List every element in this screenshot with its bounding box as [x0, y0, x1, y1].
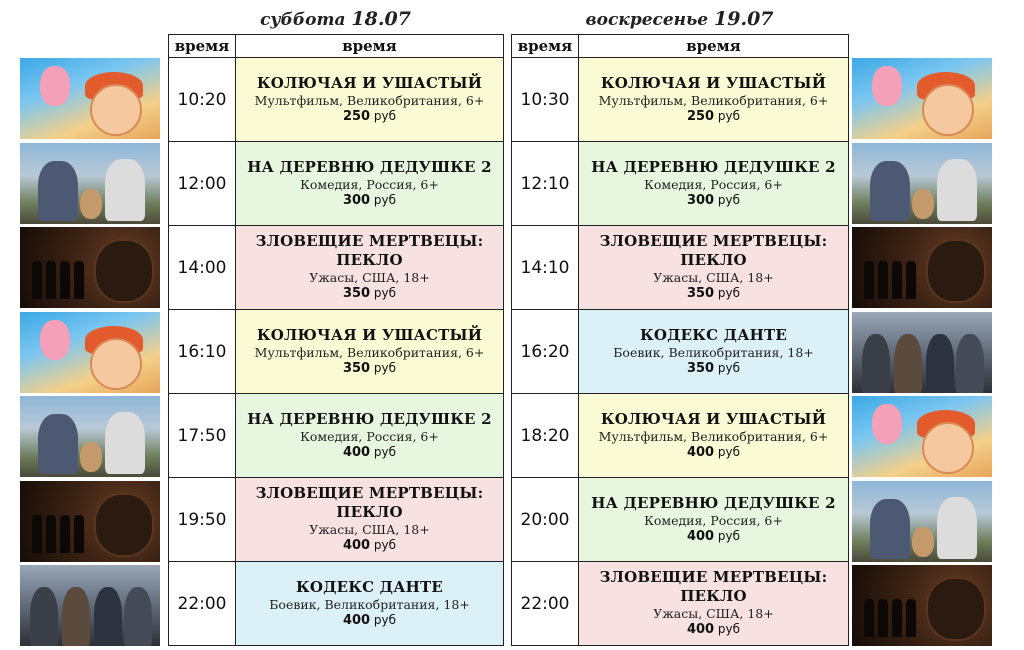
film-cell [236, 142, 504, 226]
poster-figure [892, 261, 902, 299]
film-price [579, 622, 848, 639]
poster-zlov [852, 227, 992, 308]
film-title: КОЛЮЧАЯ И УШАСТЫЙ [600, 73, 827, 92]
film-cell [579, 478, 849, 562]
day-date: 18.07 [351, 8, 411, 30]
session-time: 16:20 [512, 310, 579, 394]
film-title-line2: ПЕКЛО [680, 251, 747, 270]
poster-figure [878, 599, 888, 637]
session-time: 12:00 [169, 142, 236, 226]
price-currency: руб [717, 286, 741, 301]
header-film: время [579, 35, 849, 58]
header-time: время [169, 35, 236, 58]
film-info: Комедия, Россия, 6+ [300, 428, 439, 444]
film-title: НА ДЕРЕВНЮ ДЕДУШКЕ 2 [591, 157, 836, 176]
price-currency: руб [717, 528, 741, 543]
poster-column-right [852, 58, 992, 650]
session-time: 20:00 [512, 478, 579, 562]
film-title: НА ДЕРЕВНЮ ДЕДУШКЕ 2 [591, 493, 836, 512]
price-currency: руб [717, 192, 741, 207]
price-value: 350 [342, 360, 371, 376]
price-currency: руб [373, 286, 397, 301]
film-price [236, 613, 503, 630]
day-date: 19.07 [714, 8, 774, 30]
table-row [169, 310, 504, 394]
session-time: 14:00 [169, 226, 236, 310]
poster-figure [912, 189, 934, 219]
poster-figure [94, 493, 154, 557]
price-value: 350 [686, 286, 715, 302]
table-row [169, 58, 504, 142]
price-currency: руб [717, 108, 741, 123]
table-row [512, 142, 849, 226]
price-currency: руб [717, 360, 741, 375]
session-time: 10:30 [512, 58, 579, 142]
poster-figure [872, 66, 902, 106]
film-title: КОЛЮЧАЯ И УШАСТЫЙ [600, 409, 827, 428]
poster-koluchaya [20, 58, 160, 139]
poster-koluchaya [852, 396, 992, 477]
price-value: 350 [342, 286, 371, 302]
poster-figure [32, 515, 42, 553]
poster-derevnya [852, 143, 992, 224]
price-currency: руб [717, 622, 741, 637]
price-currency: руб [373, 612, 397, 627]
price-value: 400 [686, 622, 715, 638]
film-title: НА ДЕРЕВНЮ ДЕДУШКЕ 2 [247, 409, 492, 428]
poster-figure [80, 442, 102, 472]
film-title: КОЛЮЧАЯ И УШАСТЫЙ [256, 325, 483, 344]
poster-figure [906, 261, 916, 299]
price-currency: руб [373, 538, 397, 553]
poster-derevnya [852, 481, 992, 562]
poster-column-left [20, 58, 160, 650]
poster-figure [74, 515, 84, 553]
poster-figure [46, 261, 56, 299]
price-value: 400 [686, 444, 715, 460]
poster-figure [40, 66, 70, 106]
film-info: Комедия, Россия, 6+ [644, 176, 783, 192]
session-time: 12:10 [512, 142, 579, 226]
price-value: 400 [686, 528, 715, 544]
film-title: КОДЕКС ДАНТЕ [639, 325, 787, 344]
poster-figure [105, 159, 145, 221]
table-row [512, 226, 849, 310]
poster-figure [870, 499, 910, 559]
session-time: 18:20 [512, 394, 579, 478]
poster-figure [38, 161, 78, 221]
poster-figure [922, 84, 974, 136]
poster-figure [60, 515, 70, 553]
poster-zlov [20, 227, 160, 308]
film-price [236, 109, 503, 126]
header-film: время [236, 35, 504, 58]
film-title: ЗЛОВЕЩИЕ МЕРТВЕЦЫ: [599, 568, 828, 586]
film-price [579, 109, 848, 126]
poster-figure [32, 261, 42, 299]
film-info: Ужасы, США, 18+ [309, 522, 430, 538]
poster-figure [30, 587, 58, 646]
poster-dante [852, 312, 992, 393]
film-price [579, 193, 848, 210]
day-title-saturday [168, 6, 503, 32]
poster-koluchaya [852, 58, 992, 139]
price-value: 300 [342, 192, 371, 208]
poster-figure [90, 338, 142, 390]
poster-figure [870, 161, 910, 221]
poster-figure [62, 587, 90, 646]
table-row [169, 226, 504, 310]
session-time: 19:50 [169, 478, 236, 562]
film-title: ЗЛОВЕЩИЕ МЕРТВЕЦЫ: [599, 232, 828, 250]
poster-koluchaya [20, 312, 160, 393]
film-price [236, 445, 503, 462]
poster-figure [124, 587, 152, 646]
film-info: Комедия, Россия, 6+ [644, 512, 783, 528]
poster-figure [926, 334, 954, 393]
poster-derevnya [20, 396, 160, 477]
day-label: воскресенье [585, 10, 709, 30]
table-row [169, 394, 504, 478]
price-value: 250 [342, 108, 371, 124]
film-info: Ужасы, США, 18+ [309, 270, 430, 286]
poster-figure [878, 261, 888, 299]
poster-figure [912, 527, 934, 557]
poster-figure [80, 189, 102, 219]
price-value: 400 [342, 612, 371, 628]
session-time: 10:20 [169, 58, 236, 142]
film-price [579, 445, 848, 462]
poster-zlov [20, 481, 160, 562]
table-header-row [512, 35, 849, 58]
film-cell [236, 58, 504, 142]
table-row [512, 58, 849, 142]
session-time: 16:10 [169, 310, 236, 394]
price-value: 400 [342, 444, 371, 460]
day-label: суббота [260, 10, 346, 30]
film-price [236, 538, 503, 555]
poster-figure [38, 414, 78, 474]
poster-figure [60, 261, 70, 299]
poster-figure [922, 422, 974, 474]
price-currency: руб [373, 360, 397, 375]
film-cell [579, 142, 849, 226]
poster-derevnya [20, 143, 160, 224]
price-value: 250 [686, 108, 715, 124]
film-cell [236, 478, 504, 562]
price-currency: руб [717, 444, 741, 459]
film-cell [579, 58, 849, 142]
poster-dante [20, 565, 160, 646]
film-cell [579, 394, 849, 478]
film-info: Мультфильм, Великобритания, 6+ [598, 92, 829, 108]
film-price [236, 193, 503, 210]
day-title-sunday [511, 6, 848, 32]
film-info: Ужасы, США, 18+ [653, 270, 774, 286]
table-row [512, 310, 849, 394]
poster-figure [105, 412, 145, 474]
poster-figure [956, 334, 984, 393]
schedule-table-saturday [168, 34, 504, 646]
table-row [169, 562, 504, 646]
film-info: Ужасы, США, 18+ [653, 606, 774, 622]
poster-figure [864, 261, 874, 299]
film-title-line2: ПЕКЛО [336, 251, 403, 270]
poster-figure [937, 159, 977, 221]
film-title: КОДЕКС ДАНТЕ [295, 577, 443, 596]
header-time: время [512, 35, 579, 58]
film-price [579, 286, 848, 303]
price-value: 350 [686, 360, 715, 376]
poster-figure [906, 599, 916, 637]
session-time: 22:00 [512, 562, 579, 646]
poster-figure [94, 587, 122, 646]
film-cell [236, 562, 504, 646]
session-time: 22:00 [169, 562, 236, 646]
film-cell [236, 310, 504, 394]
price-currency: руб [373, 108, 397, 123]
table-row [512, 478, 849, 562]
film-info: Мультфильм, Великобритания, 6+ [254, 92, 485, 108]
film-title: КОЛЮЧАЯ И УШАСТЫЙ [256, 73, 483, 92]
poster-figure [864, 599, 874, 637]
film-title-line2: ПЕКЛО [680, 587, 747, 606]
poster-figure [74, 261, 84, 299]
price-currency: руб [373, 192, 397, 207]
film-title-line2: ПЕКЛО [336, 503, 403, 522]
price-value: 300 [686, 192, 715, 208]
film-cell [236, 394, 504, 478]
film-price [579, 361, 848, 378]
table-row [169, 142, 504, 226]
film-info: Комедия, Россия, 6+ [300, 176, 439, 192]
poster-figure [894, 334, 922, 393]
film-info: Боевик, Великобритания, 18+ [269, 596, 470, 612]
schedule-table-sunday [511, 34, 849, 646]
table-row [512, 562, 849, 646]
table-row [512, 394, 849, 478]
poster-figure [46, 515, 56, 553]
table-row [169, 478, 504, 562]
film-info: Боевик, Великобритания, 18+ [613, 344, 814, 360]
price-value: 400 [342, 538, 371, 554]
poster-figure [90, 84, 142, 136]
film-price [236, 286, 503, 303]
film-cell [579, 562, 849, 646]
film-price [579, 529, 848, 546]
poster-figure [926, 577, 986, 641]
film-price [236, 361, 503, 378]
price-currency: руб [373, 444, 397, 459]
poster-figure [94, 239, 154, 303]
film-cell [579, 310, 849, 394]
film-title: ЗЛОВЕЩИЕ МЕРТВЕЦЫ: [255, 484, 484, 502]
poster-figure [40, 320, 70, 360]
poster-figure [872, 404, 902, 444]
film-cell [579, 226, 849, 310]
session-time: 17:50 [169, 394, 236, 478]
film-title: ЗЛОВЕЩИЕ МЕРТВЕЦЫ: [255, 232, 484, 250]
poster-figure [892, 599, 902, 637]
film-info: Мультфильм, Великобритания, 6+ [598, 428, 829, 444]
poster-zlov [852, 565, 992, 646]
poster-figure [937, 497, 977, 559]
table-header-row [169, 35, 504, 58]
film-info: Мультфильм, Великобритания, 6+ [254, 344, 485, 360]
poster-figure [926, 239, 986, 303]
poster-figure [862, 334, 890, 393]
film-title: НА ДЕРЕВНЮ ДЕДУШКЕ 2 [247, 157, 492, 176]
film-cell [236, 226, 504, 310]
session-time: 14:10 [512, 226, 579, 310]
